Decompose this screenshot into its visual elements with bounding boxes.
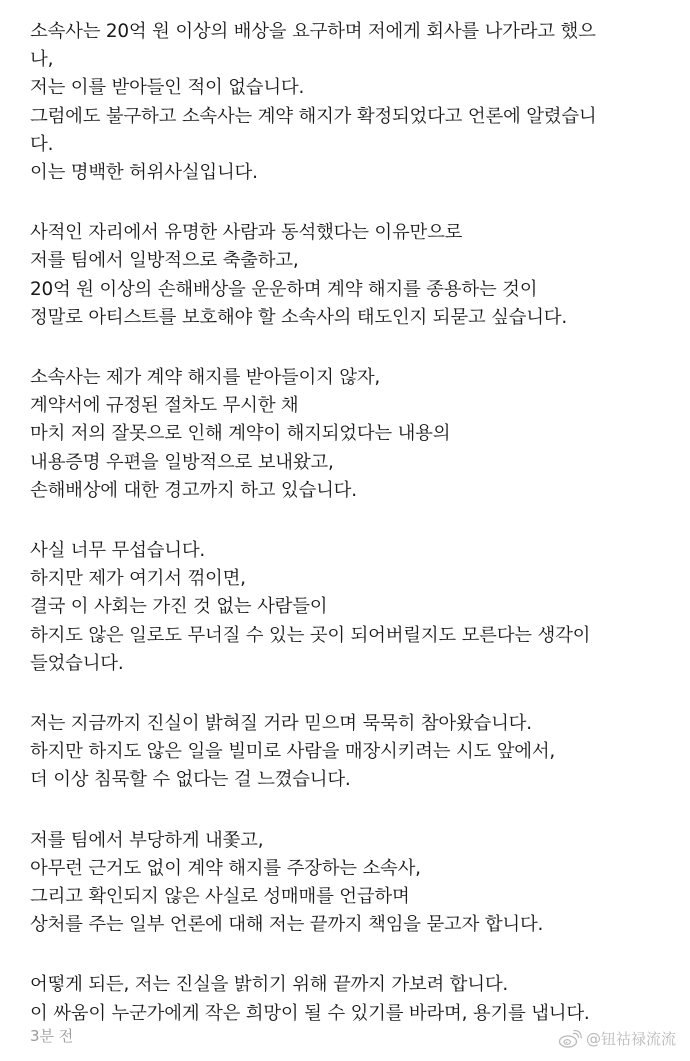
text-line: 하지도 않은 일로도 무너질 수 있는 곳이 되어버릴지도 모른다는 생각이 [30, 624, 591, 646]
text-line: 사적인 자리에서 유명한 사람과 동석했다는 이유만으로 [30, 222, 463, 244]
text-line: 정말로 아티스트를 보호해야 할 소속사의 태도인지 되묻고 싶습니다. [30, 306, 567, 328]
text-line: 저를 팀에서 부당하게 내쫓고, [30, 829, 264, 851]
text-line: 그리고 확인되지 않은 사실로 성매매를 언급하며 [30, 886, 410, 908]
text-line: 20억 원 이상의 손해배상을 운운하며 계약 해지를 종용하는 것이 [30, 278, 538, 300]
text-line: 어떻게 되든, 저는 진실을 밝히기 위해 끝까지 가보려 합니다. [30, 974, 509, 996]
text-line: 소속사는 20억 원 이상의 배상을 요구하며 저에게 회사를 나가라고 했으 [30, 21, 596, 42]
paragraph [30, 18, 670, 187]
text-line: 저를 팀에서 일방적으로 축출하고, [30, 250, 299, 272]
weibo-logo-icon [558, 1029, 582, 1049]
paragraph [30, 827, 670, 940]
text-line: 손해배상에 대한 경고까지 하고 있습니다. [30, 479, 357, 501]
text-line: 사실 너무 무섭습니다. [30, 540, 206, 562]
paragraph [30, 537, 670, 678]
text-line: 그럼에도 불구하고 소속사는 계약 해지가 확정되었다고 언론에 알렸습니 [30, 105, 597, 127]
text-line: 상처를 주는 일부 언론에 대해 저는 끝까지 책임을 묻고자 합니다. [30, 914, 544, 936]
watermark-text: @钮祜禄流流 [585, 1030, 676, 1048]
text-line: 들었습니다. [30, 652, 124, 674]
post-body [30, 18, 670, 1028]
text-line: 계약서에 규정된 절차도 무시한 채 [30, 395, 299, 417]
text-line: 이 싸움이 누군가에게 작은 희망이 될 수 있기를 바라며, 용기를 냅니다. [30, 1002, 590, 1024]
paragraph [30, 219, 670, 332]
post-timestamp: 3분 전 [30, 1027, 74, 1045]
paragraph [30, 710, 670, 795]
text-line: 하지만 제가 여기서 꺾이면, [30, 568, 246, 590]
text-line: 하지만 하지도 않은 일을 빌미로 사람을 매장시키려는 시도 앞에서, [30, 741, 556, 763]
text-line: 결국 이 사회는 가진 것 없는 사람들이 [30, 596, 328, 618]
text-line: 내용증명 우편을 일방적으로 보내왔고, [30, 451, 334, 473]
text-line: 나, [30, 49, 54, 71]
text-line: 이는 명백한 허위사실입니다. [30, 162, 258, 184]
text-line: 마치 저의 잘못으로 인해 계약이 해지되었다는 내용의 [30, 423, 451, 445]
paragraph [30, 971, 670, 1027]
text-line: 아무런 근거도 없이 계약 해지를 주장하는 소속사, [30, 857, 421, 879]
text-line: 다. [30, 133, 54, 155]
text-line: 더 이상 침묵할 수 없다는 걸 느꼈습니다. [30, 769, 351, 791]
text-line: 저는 지금까지 진실이 밝혀질 거라 믿으며 묵묵히 참아왔습니다. [30, 713, 532, 735]
paragraph [30, 364, 670, 505]
text-line: 저는 이를 받아들인 적이 없습니다. [30, 77, 305, 99]
text-line: 소속사는 제가 계약 해지를 받아들이지 않자, [30, 367, 381, 389]
watermark [558, 1029, 676, 1049]
